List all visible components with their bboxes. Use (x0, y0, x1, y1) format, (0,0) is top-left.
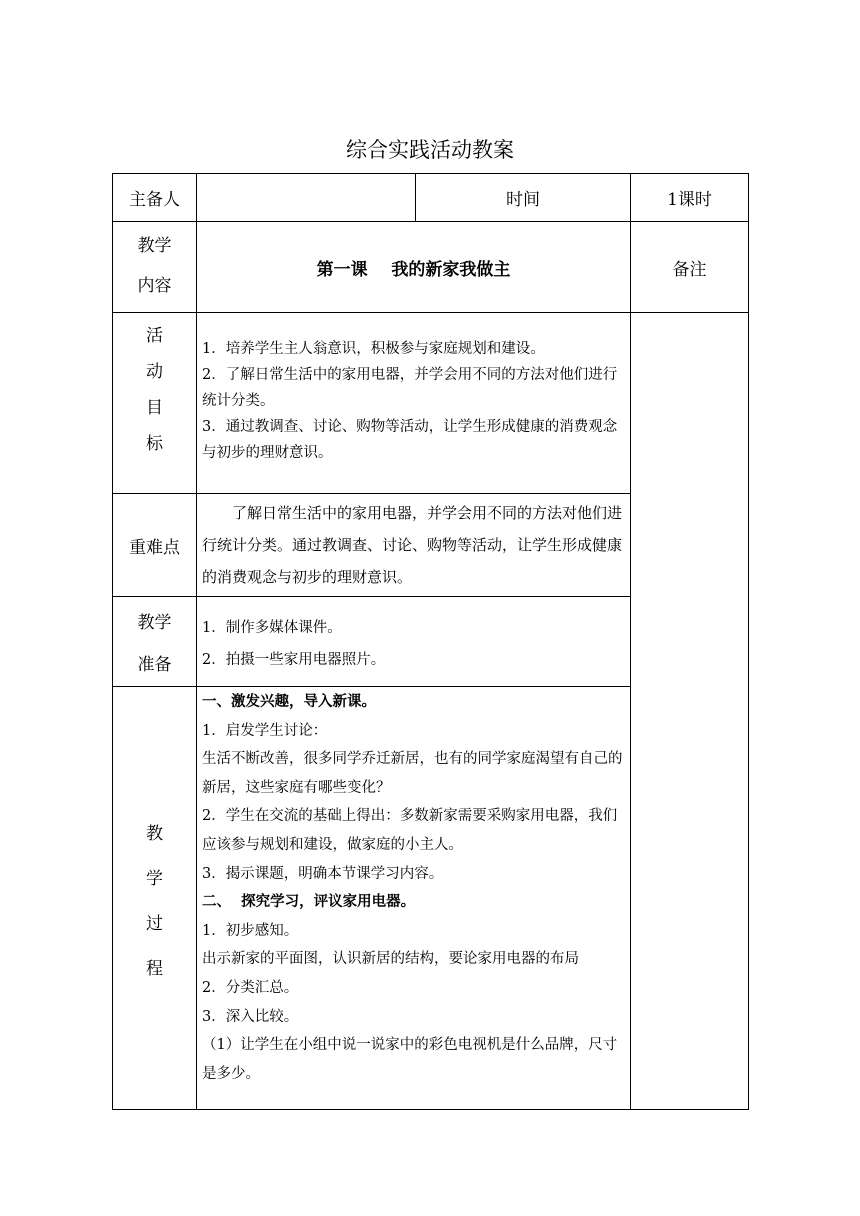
preparation-text (202, 612, 626, 676)
objectives-label-char-1: 活 (146, 326, 163, 346)
process-line-4: 2．学生在交流的基础上得出：多数新家需要采购家用电器，我们应该参与规划和建设，做家庭的小主人。 (202, 808, 618, 853)
table-rule-row5 (112, 686, 630, 687)
objectives-label-char-4: 标 (146, 434, 163, 454)
key-points-label: 重难点 (129, 537, 180, 558)
process-line-3: 生活不断改善，很多同学乔迁新居，也有的同学家庭渴望有自己的新居，这些家庭有哪些变化？ (202, 751, 623, 796)
process-line-7: 1．初步感知。 (202, 922, 299, 939)
time-value: 1课时 (667, 190, 712, 210)
table-rule-col3 (630, 173, 631, 1110)
process-line-11: （1）让学生在小组中说一说家中的彩色电视机是什么品牌，尺寸是多少。 (202, 1037, 618, 1082)
process-label (113, 812, 196, 992)
objectives-label-char-2: 动 (146, 362, 163, 382)
preparation-label-line2: 准备 (137, 655, 172, 675)
process-line-1: 一、激发兴趣，导入新课。 (202, 693, 376, 710)
process-line-5: 3．揭示课题，明确本节课学习内容。 (202, 865, 444, 882)
content-label (113, 226, 196, 306)
table-border-right (748, 173, 749, 1110)
preparation-item-1: 1．制作多媒体课件。 (202, 620, 342, 636)
notes-label: 备注 (672, 259, 707, 280)
preparer-label: 主备人 (129, 190, 180, 210)
process-label-char-4: 程 (146, 959, 163, 979)
key-points-text: 了解日常生活中的家用电器，并学会用不同的方法对他们进行统计分类。通过教调查、讨论、购物等活动，让学生形成健康的消费观念与初步的理财意识。 (202, 504, 623, 586)
objective-item-1: 1．培养学生主人翁意识，积极参与家庭规划和建设。 (202, 341, 545, 357)
document-title: 综合实践活动教案 (346, 138, 514, 162)
content-label-line2: 内容 (137, 276, 172, 296)
process-line-8: 出示新家的平面图，认识新居的结构，要论家用电器的布局 (202, 951, 579, 968)
content-label-line1: 教学 (137, 236, 172, 256)
process-text (202, 688, 626, 1088)
process-label-char-2: 学 (146, 869, 163, 889)
lesson-title: 第一课 我的新家我做主 (316, 259, 511, 280)
objective-item-2: 2．了解日常生活中的家用电器，并学会用不同的方法对他们进行统计分类。 (202, 367, 618, 409)
process-label-char-3: 过 (146, 914, 163, 934)
time-label: 时间 (506, 190, 540, 210)
process-line-9: 2．分类汇总。 (202, 979, 299, 996)
process-line-6: 二、 探究学习，评议家用电器。 (202, 893, 416, 911)
preparation-label (113, 602, 196, 686)
table-rule-col1 (196, 173, 197, 1110)
process-label-char-1: 教 (146, 824, 163, 844)
objectives-label-char-3: 目 (146, 398, 163, 418)
preparation-item-2: 2．拍摄一些家用电器照片。 (202, 652, 386, 668)
process-line-10: 3．深入比较。 (202, 1008, 299, 1025)
objective-item-3: 3．通过教调查、讨论、购物等活动，让学生形成健康的消费观念与初步的理财意识。 (202, 419, 618, 461)
preparer-value (197, 174, 415, 221)
preparation-label-line1: 教学 (137, 613, 172, 633)
table-rule-row4 (112, 596, 630, 597)
table-border-bottom (112, 1109, 748, 1110)
table-rule-row2 (112, 312, 748, 313)
objectives-label (113, 318, 196, 462)
process-line-2: 1．启发学生讨论： (202, 722, 328, 739)
objectives-text (202, 336, 626, 466)
